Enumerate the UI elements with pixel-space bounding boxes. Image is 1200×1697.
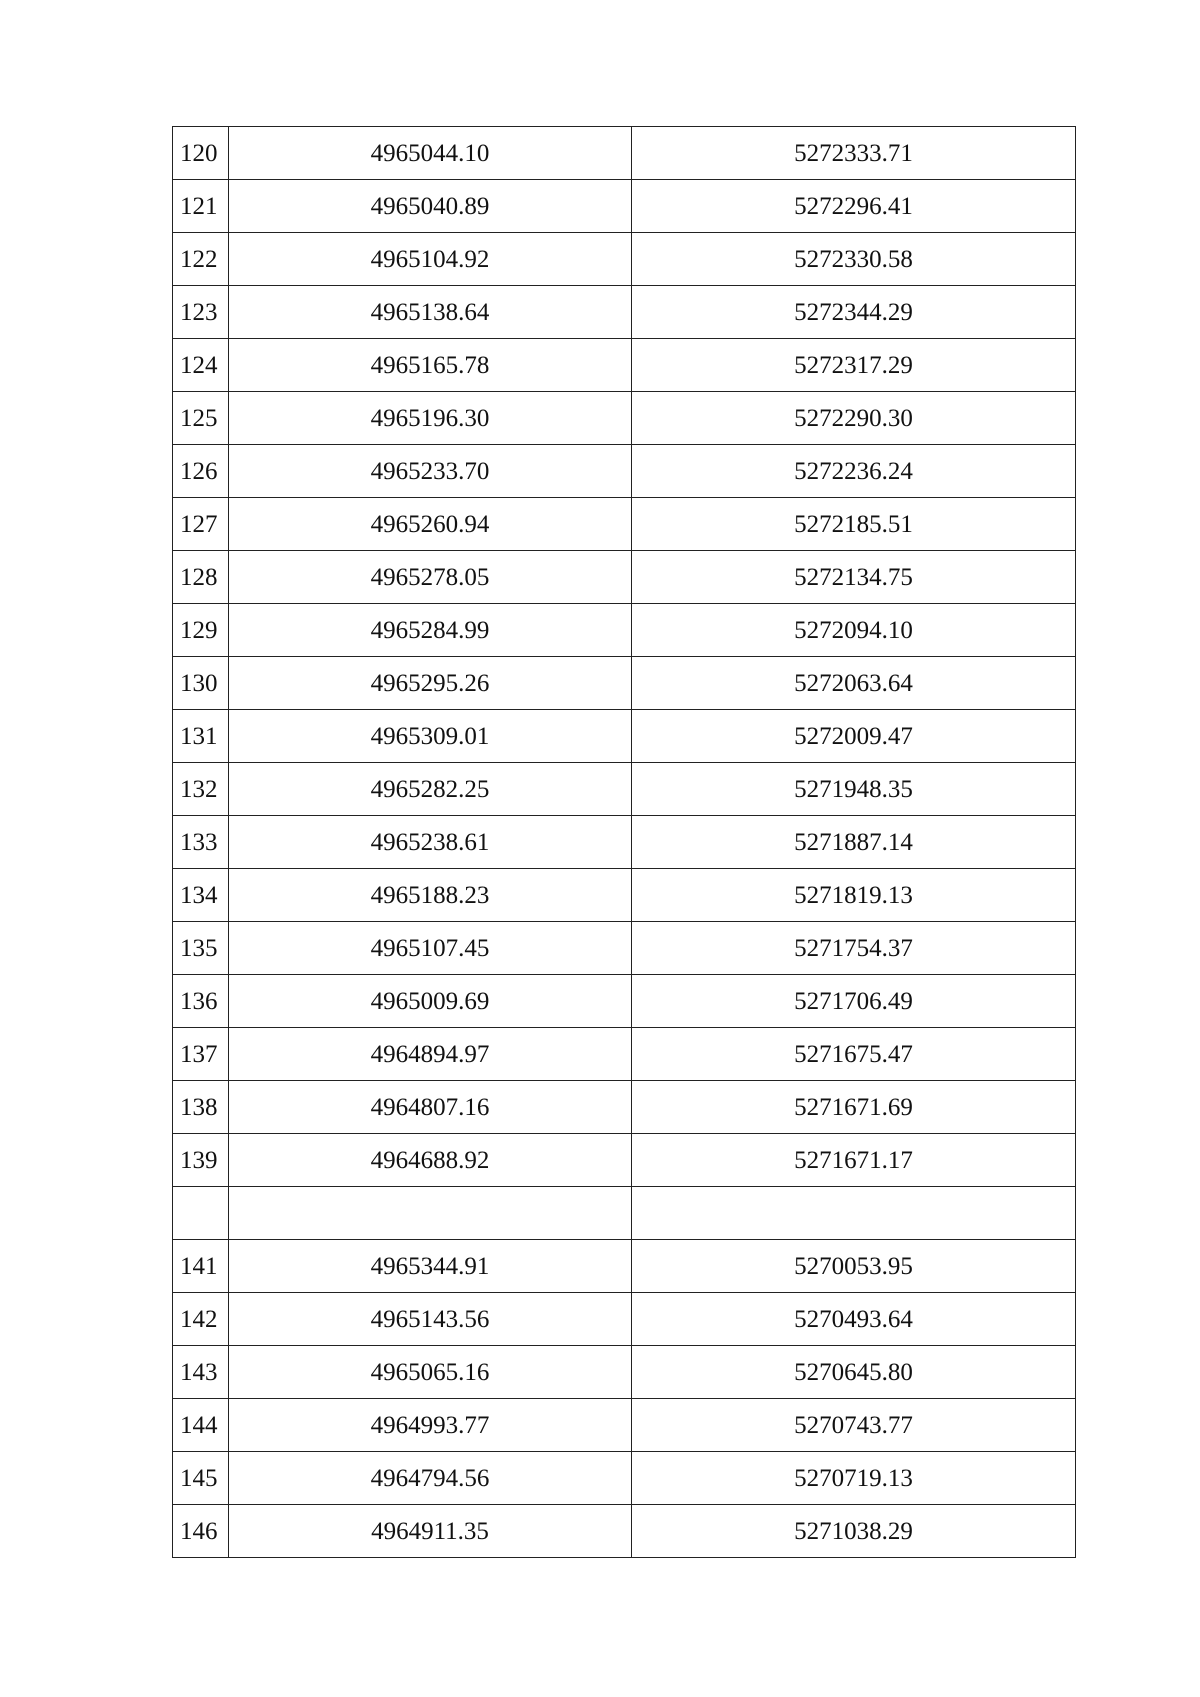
y-coordinate-cell: 5271671.69 xyxy=(632,1081,1076,1134)
table-row xyxy=(173,498,1076,551)
y-coordinate-cell: 5272344.29 xyxy=(632,286,1076,339)
x-coordinate-cell: 4964794.56 xyxy=(229,1452,632,1505)
table-row xyxy=(173,286,1076,339)
x-coordinate-cell: 4965138.64 xyxy=(229,286,632,339)
point-number-cell: 131 xyxy=(173,710,229,763)
table-row xyxy=(173,922,1076,975)
x-coordinate-cell: 4964807.16 xyxy=(229,1081,632,1134)
y-coordinate-cell: 5272134.75 xyxy=(632,551,1076,604)
point-number-cell: 120 xyxy=(173,127,229,180)
x-coordinate-cell: 4965295.26 xyxy=(229,657,632,710)
y-coordinate-cell: 5271819.13 xyxy=(632,869,1076,922)
y-coordinate-cell: 5270743.77 xyxy=(632,1399,1076,1452)
table-row xyxy=(173,1399,1076,1452)
point-number-cell: 141 xyxy=(173,1240,229,1293)
y-coordinate-cell: 5271675.47 xyxy=(632,1028,1076,1081)
x-coordinate-cell: 4965040.89 xyxy=(229,180,632,233)
table-row xyxy=(173,233,1076,286)
table-row xyxy=(173,127,1076,180)
x-coordinate-cell: 4965278.05 xyxy=(229,551,632,604)
x-coordinate-cell: 4965282.25 xyxy=(229,763,632,816)
y-coordinate-cell: 5270719.13 xyxy=(632,1452,1076,1505)
y-coordinate-cell: 5270053.95 xyxy=(632,1240,1076,1293)
y-coordinate-cell: 5272290.30 xyxy=(632,392,1076,445)
table-row xyxy=(173,975,1076,1028)
y-coordinate-cell: 5272317.29 xyxy=(632,339,1076,392)
coordinates-table-body xyxy=(173,127,1076,1558)
table-row xyxy=(173,445,1076,498)
table-row xyxy=(173,657,1076,710)
x-coordinate-cell: 4965196.30 xyxy=(229,392,632,445)
table-row xyxy=(173,1134,1076,1187)
point-number-cell: 145 xyxy=(173,1452,229,1505)
point-number-cell: 134 xyxy=(173,869,229,922)
y-coordinate-cell: 5272330.58 xyxy=(632,233,1076,286)
x-coordinate-cell: 4965065.16 xyxy=(229,1346,632,1399)
table-row xyxy=(173,1081,1076,1134)
y-coordinate-cell: 5272333.71 xyxy=(632,127,1076,180)
table-row xyxy=(173,551,1076,604)
table-row xyxy=(173,1028,1076,1081)
y-coordinate-cell xyxy=(632,1187,1076,1240)
x-coordinate-cell: 4965344.91 xyxy=(229,1240,632,1293)
point-number-cell: 139 xyxy=(173,1134,229,1187)
y-coordinate-cell: 5271038.29 xyxy=(632,1505,1076,1558)
y-coordinate-cell: 5271706.49 xyxy=(632,975,1076,1028)
table-row xyxy=(173,392,1076,445)
table-row xyxy=(173,1346,1076,1399)
y-coordinate-cell: 5272063.64 xyxy=(632,657,1076,710)
table-row xyxy=(173,180,1076,233)
point-number-cell: 123 xyxy=(173,286,229,339)
point-number-cell: 144 xyxy=(173,1399,229,1452)
y-coordinate-cell: 5271948.35 xyxy=(632,763,1076,816)
y-coordinate-cell: 5271887.14 xyxy=(632,816,1076,869)
point-number-cell: 128 xyxy=(173,551,229,604)
coordinates-table xyxy=(172,126,1076,1558)
point-number-cell: 137 xyxy=(173,1028,229,1081)
point-number-cell: 121 xyxy=(173,180,229,233)
point-number-cell: 125 xyxy=(173,392,229,445)
y-coordinate-cell: 5271754.37 xyxy=(632,922,1076,975)
table-row xyxy=(173,1240,1076,1293)
point-number-cell: 135 xyxy=(173,922,229,975)
point-number-cell: 124 xyxy=(173,339,229,392)
x-coordinate-cell: 4965143.56 xyxy=(229,1293,632,1346)
x-coordinate-cell xyxy=(229,1187,632,1240)
point-number-cell: 133 xyxy=(173,816,229,869)
table-row xyxy=(173,710,1076,763)
point-number-cell: 146 xyxy=(173,1505,229,1558)
x-coordinate-cell: 4964993.77 xyxy=(229,1399,632,1452)
y-coordinate-cell: 5271671.17 xyxy=(632,1134,1076,1187)
point-number-cell: 126 xyxy=(173,445,229,498)
point-number-cell: 130 xyxy=(173,657,229,710)
point-number-cell: 127 xyxy=(173,498,229,551)
x-coordinate-cell: 4965104.92 xyxy=(229,233,632,286)
x-coordinate-cell: 4964688.92 xyxy=(229,1134,632,1187)
point-number-cell: 138 xyxy=(173,1081,229,1134)
table-row xyxy=(173,763,1076,816)
table-row xyxy=(173,604,1076,657)
point-number-cell: 122 xyxy=(173,233,229,286)
x-coordinate-cell: 4965309.01 xyxy=(229,710,632,763)
point-number-cell: 136 xyxy=(173,975,229,1028)
x-coordinate-cell: 4965188.23 xyxy=(229,869,632,922)
table-row xyxy=(173,1452,1076,1505)
table-row xyxy=(173,1505,1076,1558)
x-coordinate-cell: 4964911.35 xyxy=(229,1505,632,1558)
x-coordinate-cell: 4965260.94 xyxy=(229,498,632,551)
x-coordinate-cell: 4964894.97 xyxy=(229,1028,632,1081)
table-row xyxy=(173,816,1076,869)
point-number-cell xyxy=(173,1187,229,1240)
table-row xyxy=(173,339,1076,392)
y-coordinate-cell: 5272094.10 xyxy=(632,604,1076,657)
x-coordinate-cell: 4965284.99 xyxy=(229,604,632,657)
x-coordinate-cell: 4965233.70 xyxy=(229,445,632,498)
table-row xyxy=(173,1293,1076,1346)
y-coordinate-cell: 5270493.64 xyxy=(632,1293,1076,1346)
point-number-cell: 132 xyxy=(173,763,229,816)
x-coordinate-cell: 4965009.69 xyxy=(229,975,632,1028)
x-coordinate-cell: 4965165.78 xyxy=(229,339,632,392)
y-coordinate-cell: 5272185.51 xyxy=(632,498,1076,551)
y-coordinate-cell: 5272009.47 xyxy=(632,710,1076,763)
table-row xyxy=(173,1187,1076,1240)
y-coordinate-cell: 5272296.41 xyxy=(632,180,1076,233)
x-coordinate-cell: 4965044.10 xyxy=(229,127,632,180)
y-coordinate-cell: 5272236.24 xyxy=(632,445,1076,498)
x-coordinate-cell: 4965107.45 xyxy=(229,922,632,975)
point-number-cell: 129 xyxy=(173,604,229,657)
y-coordinate-cell: 5270645.80 xyxy=(632,1346,1076,1399)
point-number-cell: 142 xyxy=(173,1293,229,1346)
table-row xyxy=(173,869,1076,922)
point-number-cell: 143 xyxy=(173,1346,229,1399)
x-coordinate-cell: 4965238.61 xyxy=(229,816,632,869)
